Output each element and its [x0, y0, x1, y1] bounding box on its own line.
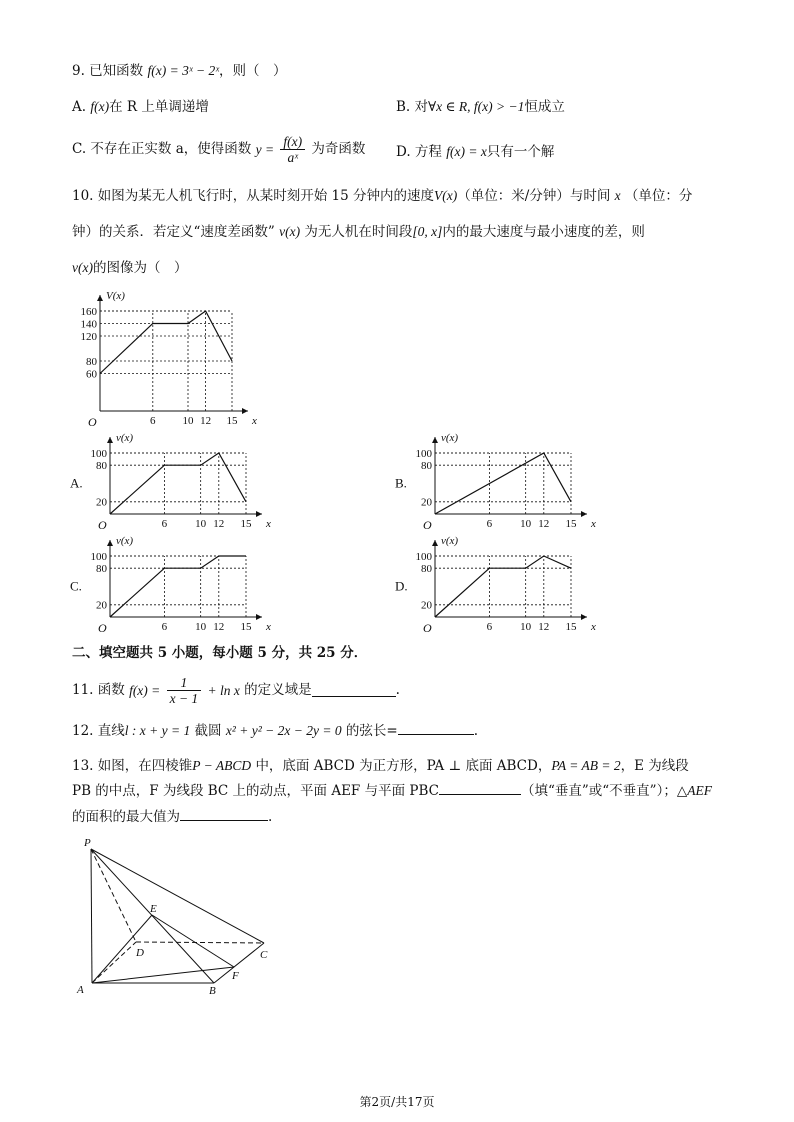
- edge-pd: [91, 849, 136, 942]
- page-footer: 第2页/共17页: [359, 1095, 435, 1109]
- y-label: v(x): [116, 535, 134, 547]
- edge-ad: [92, 942, 136, 983]
- ytick-100: 100: [415, 447, 432, 460]
- xtick-6: 6: [161, 518, 168, 530]
- series-line: [435, 453, 571, 514]
- ytick-120: 120: [80, 330, 97, 343]
- q11-fraction: $\frac{1}{x - 1}$: [167, 675, 202, 706]
- option-b-chart: [393, 428, 603, 534]
- ytick-160: 160: [80, 305, 97, 318]
- edge-ef: [152, 915, 234, 967]
- ytick-20: 20: [96, 496, 107, 509]
- q10-line-2: 钟）的关系．若定义“速度差函数” v(x) 为无人机在时间段[0, x]内的最大速度与最小速度的差，则: [72, 224, 645, 240]
- y-label: v(x): [441, 535, 459, 547]
- y-axis-arrow: [432, 437, 438, 443]
- q12-answer-blank[interactable]: [398, 722, 474, 735]
- series-line: [435, 556, 571, 617]
- q9-c-fraction: $\frac{f(x)}{\text{aˣ}}$: [280, 134, 305, 165]
- xtick-6: 6: [161, 621, 168, 633]
- xtick-15: 15: [226, 415, 238, 427]
- xtick-15: 15: [240, 518, 252, 530]
- ytick-80: 80: [421, 460, 432, 473]
- option-a-chart: [68, 428, 278, 534]
- ytick-20: 20: [96, 599, 107, 612]
- label-a: A: [77, 984, 84, 996]
- x-axis-arrow: [256, 614, 262, 620]
- x-label: x: [266, 518, 271, 530]
- label-d: D: [136, 947, 144, 959]
- y-label: V(x): [106, 290, 125, 302]
- series-line: [110, 556, 246, 617]
- xtick-10: 10: [195, 621, 207, 633]
- ytick-20: 20: [421, 599, 432, 612]
- ytick-80: 80: [96, 563, 107, 576]
- q12: 12. 直线l : x + y = 1 截圆 x² + y² − 2x − 2y = 0 的弦长= .: [72, 723, 478, 739]
- q9-option-b: B. 对∀x ∈ R, f(x) > −1恒成立: [396, 99, 565, 115]
- label-f: F: [232, 970, 239, 982]
- option-label: B.: [395, 475, 407, 491]
- xtick-12: 12: [538, 518, 550, 530]
- x-label: x: [266, 621, 271, 633]
- q11: 11. 函数 f(x) = $\frac{1}{x - 1}$ + ln x 的定义域是 .: [72, 675, 400, 706]
- x-label: x: [591, 518, 596, 530]
- x-axis-arrow: [581, 614, 587, 620]
- edge-pa: [91, 849, 92, 983]
- option-d-chart: [393, 531, 603, 637]
- origin-label: O: [98, 621, 107, 635]
- x-label: x: [252, 415, 257, 427]
- edge-pc: [91, 849, 264, 943]
- xtick-10: 10: [520, 518, 532, 530]
- x-axis-arrow: [256, 511, 262, 517]
- origin-label: O: [98, 518, 107, 532]
- y-axis-arrow: [107, 437, 113, 443]
- edge-bc: [214, 943, 264, 983]
- y-axis-arrow: [97, 295, 103, 301]
- ytick-20: 20: [421, 496, 432, 509]
- series-line: [100, 311, 232, 374]
- label-c: C: [260, 949, 268, 961]
- xtick-10: 10: [195, 518, 207, 530]
- q13-line-2: PB 的中点，F 为线段 BC 上的动点，平面 AEF 与平面 PBC （填“垂直”或“不垂直”）；△AEF: [72, 783, 712, 799]
- xtick-12: 12: [538, 621, 550, 633]
- option-c-chart: [68, 531, 278, 637]
- ytick-100: 100: [90, 550, 107, 563]
- xtick-15: 15: [565, 621, 577, 633]
- section-2-heading: 二、填空题共 5 小题，每小题 5 分，共 25 分．: [72, 645, 368, 661]
- q11-answer-blank[interactable]: [312, 684, 396, 697]
- ytick-80: 80: [96, 460, 107, 473]
- q9-option-d: D. 方程 f(x) = x只有一个解: [396, 144, 555, 160]
- y-label: v(x): [116, 432, 134, 444]
- xtick-10: 10: [182, 415, 194, 427]
- label-p: P: [84, 837, 91, 849]
- xtick-6: 6: [486, 518, 493, 530]
- y-axis-arrow: [432, 540, 438, 546]
- xtick-6: 6: [150, 415, 156, 427]
- origin-label: O: [88, 415, 97, 429]
- q13-line-3: 的面积的最大值为 .: [72, 809, 273, 825]
- q9-function: f(x) = 3ˣ − 2ˣ: [147, 63, 220, 78]
- label-e: E: [150, 903, 157, 915]
- label-b: B: [209, 985, 216, 997]
- q9-option-a: A. f(x)在 R 上单调递增: [72, 99, 209, 115]
- q13-blank-2[interactable]: [180, 808, 268, 821]
- option-label: A.: [70, 475, 83, 491]
- ytick-80: 80: [421, 563, 432, 576]
- ytick-100: 100: [415, 550, 432, 563]
- pyramid-figure: [72, 835, 282, 1000]
- y-axis-arrow: [107, 540, 113, 546]
- ytick-140: 140: [80, 318, 97, 331]
- xtick-10: 10: [520, 621, 532, 633]
- xtick-15: 15: [240, 621, 252, 633]
- origin-label: O: [423, 518, 432, 532]
- x-axis-arrow: [581, 511, 587, 517]
- y-label: v(x): [441, 432, 459, 444]
- edge-dc: [136, 942, 264, 943]
- ytick-60: 60: [86, 368, 97, 381]
- xtick-12: 12: [213, 518, 225, 530]
- q10-line-3: v(x)的图像为（ ）: [72, 260, 188, 276]
- xtick-12: 12: [213, 621, 225, 633]
- q9-option-c: C. 不存在正实数 a，使得函数 y = $\frac{f(x)}{\text{aˣ}}$ 为奇函数: [72, 134, 366, 165]
- option-label: D.: [395, 578, 408, 594]
- q10-line-1: 10. 如图为某无人机飞行时，从某时刻开始 15 分钟内的速度V(x)（单位：米/分钟）与时间 x （单位：分: [72, 188, 693, 204]
- q13-blank-1[interactable]: [439, 782, 521, 795]
- origin-label: O: [423, 621, 432, 635]
- ytick-80: 80: [86, 355, 97, 368]
- x-axis-arrow: [242, 408, 248, 414]
- q13-line-1: 13. 如图，在四棱锥P − ABCD 中，底面 ABCD 为正方形，PA ⊥ 底面 ABCD，PA = AB = 2，E 为线段: [72, 758, 689, 774]
- xtick-15: 15: [565, 518, 577, 530]
- series-line: [110, 453, 246, 514]
- q9-stem: 9. 已知函数 f(x) = 3ˣ − 2ˣ，则（ ）: [72, 63, 287, 79]
- xtick-6: 6: [486, 621, 493, 633]
- edge-af: [92, 967, 234, 983]
- xtick-12: 12: [200, 415, 212, 427]
- main-velocity-chart: [60, 282, 260, 432]
- option-label: C.: [70, 578, 82, 594]
- x-label: x: [591, 621, 596, 633]
- ytick-100: 100: [90, 447, 107, 460]
